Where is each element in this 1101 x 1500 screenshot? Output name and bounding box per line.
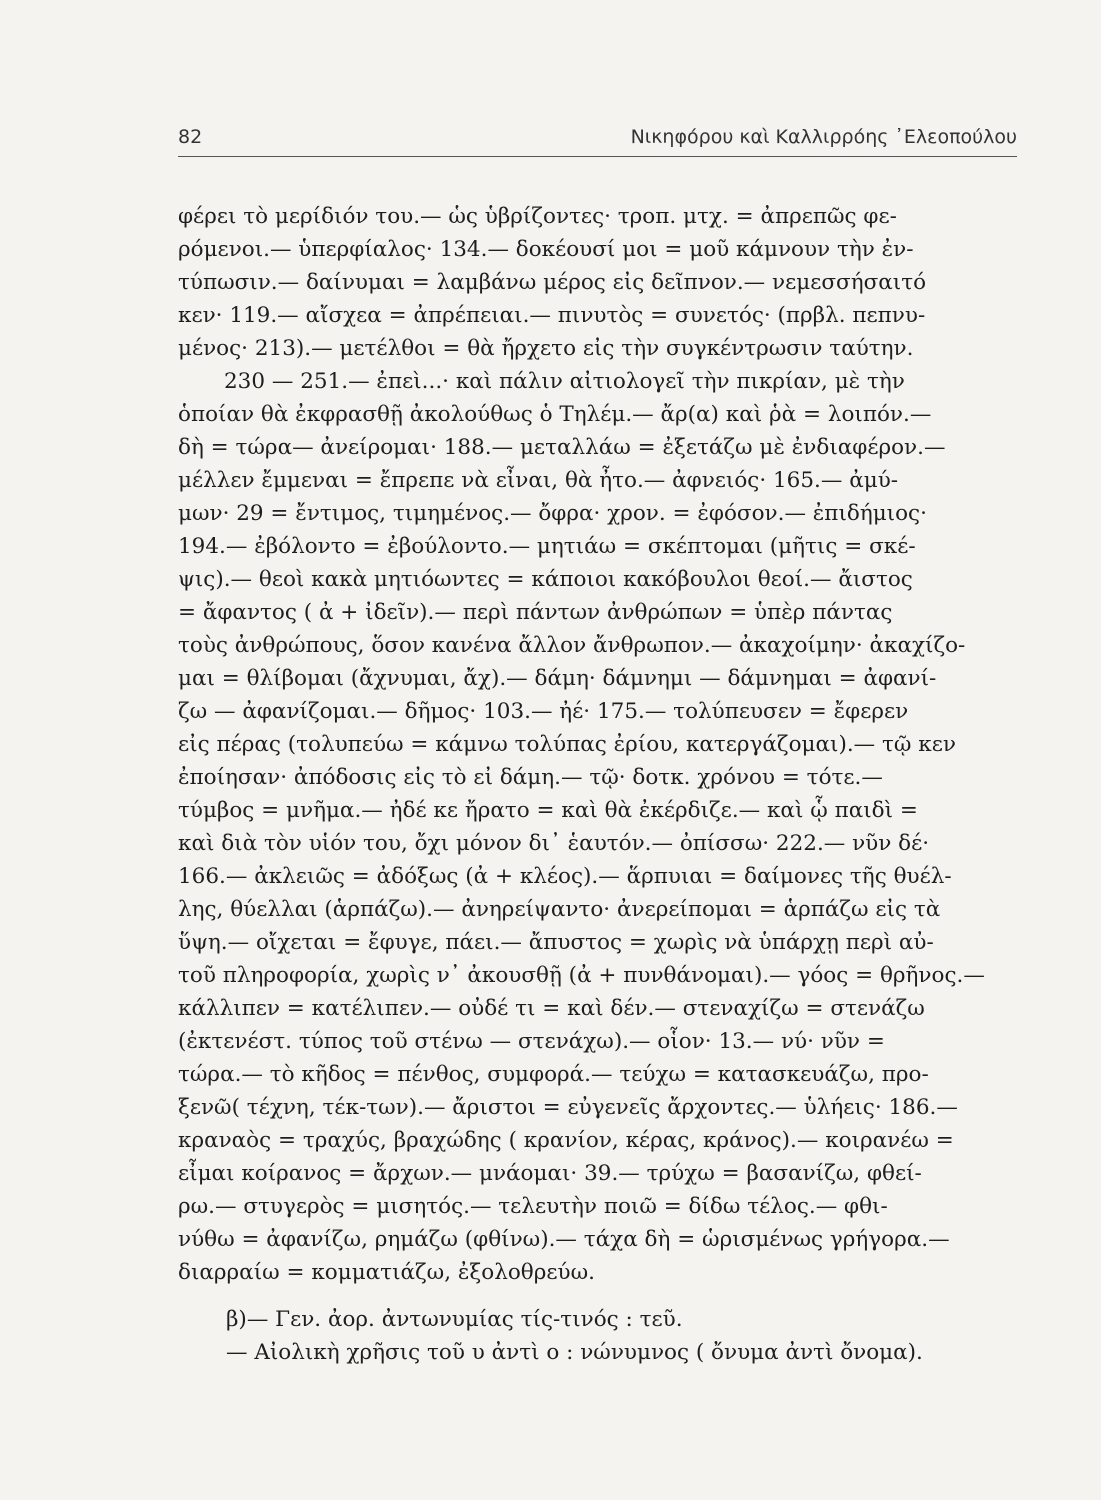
text-line: κραναὸς = τραχύς, βραχώδης ( κρανίον, κέρας, κράνος).— κοιρανέω = (178, 1128, 954, 1153)
text-line: 230 — 251.— ἐπεὶ...· καὶ πάλιν αἰτιολογεῖ τὴν πικρίαν, μὲ τὴν (224, 369, 905, 394)
text-line: ζω — ἀφανίζομαι.— δῆμος· 103.— ἠέ· 175.— τολύπευσεν = ἔφερεν (178, 699, 909, 724)
text-line: μέλλεν ἔμμεναι = ἔπρεπε νὰ εἶναι, θὰ ἦτο.— ἀφνειός· 165.— ἀμύ- (178, 468, 899, 493)
page-number: 82 (178, 126, 203, 148)
text-line: ὕψη.— οἴχεται = ἔφυγε, πάει.— ἄπυστος = χωρὶς νὰ ὑπάρχῃ περὶ αὐ- (178, 930, 934, 955)
text-line: εἰς πέρας (τολυπεύω = κάμνω τολύπας ἐρίου, κατεργάζομαι).— τῷ κεν (178, 732, 956, 757)
text-line: δὴ = τώρα— ἀνείρομαι· 188.— μεταλλάω = ἐξετάζω μὲ ἐνδιαφέρον.— (178, 435, 946, 460)
running-title: Νικηφόρου καὶ Καλλιρρόης ᾿Ελεοπούλου (630, 126, 1017, 148)
text-line: λης, θύελλαι (ἁρπάζω).— ἀνηρείψαντο· ἀνερείπομαι = ἁρπάζω εἰς τὰ (178, 897, 941, 922)
text-line: νύθω = ἀφανίζω, ρημάζω (φθίνω).— τάχα δὴ = ὡρισμένως γρήγορα.— (178, 1227, 950, 1252)
text-line: διαρραίω = κομματιάζω, ἐξολοθρεύω. (178, 1260, 595, 1285)
text-line: φέρει τὸ μερίδιόν του.— ὡς ὑβρίζοντες· τροπ. μτχ. = ἀπρεπῶς φε- (178, 204, 897, 229)
text-line: ἐποίησαν· ἀπόδοσις εἰς τὸ εἰ δάμη.— τῷ· δοτκ. χρόνου = τότε.— (178, 765, 883, 790)
text-line: μαι = θλίβομαι (ἄχνυμαι, ἄχ).— δάμη· δάμνημι — δάμνημαι = ἀφανί- (178, 666, 937, 691)
text-line: = ἄφαντος ( ἀ + ἰδεῖν).— περὶ πάντων ἀνθρώπων = ὑπὲρ πάντας (178, 600, 893, 625)
text-line: τοῦ πληροφορία, χωρὶς ν᾿ ἀκουσθῇ (ἀ + πυνθάνομαι).— γόος = θρῆνος.— (178, 963, 985, 988)
text-line: εἶμαι κοίρανος = ἄρχων.— μνάομαι· 39.— τρύχω = βασανίζω, φθεί- (178, 1161, 922, 1186)
text-line: 194.— ἐβόλοντο = ἐβούλοντο.— μητιάω = σκέπτομαι (μῆτις = σκέ- (178, 534, 916, 559)
text-line: κεν· 119.— αἴσχεα = ἀπρέπειαι.— πινυτὸς = συνετός· (πρβλ. πεπνυ- (178, 303, 926, 328)
text-line: (ἐκτενέστ. τύπος τοῦ στένω — στενάχω).— οἷον· 13.— νύ· νῦν = (178, 1029, 885, 1054)
text-line: ψις).— θεοὶ κακὰ μητιόωντες = κάποιοι κακόβουλοι θεοί.— ἄιστος (178, 567, 913, 592)
text-line: τύμβος = μνῆμα.— ἠδέ κε ἤρατο = καὶ θὰ ἐκέρδιζε.— καὶ ᾧ παιδὶ = (178, 798, 918, 823)
note-line-beta: β)— Γεν. ἀορ. ἀντωνυμίας τίς-τινός : τεῦ. (226, 1307, 683, 1332)
text-line: 166.— ἀκλειῶς = ἀδόξως (ἀ + κλέος).— ἅρπυιαι = δαίμονες τῆς θυέλ- (178, 864, 952, 889)
note-line-aeolic: — Αἰολικὴ χρῆσις τοῦ υ ἀντὶ ο : νώνυμνος ( ὄνυμα ἀντὶ ὄνομα). (226, 1340, 923, 1365)
text-line: ρόμενοι.— ὑπερφίαλος· 134.— δοκέουσί μοι = μοῦ κάμνουν τὴν ἐν- (178, 237, 914, 262)
text-line: ρω.— στυγερὸς = μισητός.— τελευτὴν ποιῶ = δίδω τέλος.— φθι- (178, 1194, 888, 1219)
text-line: κάλλιπεν = κατέλιπεν.— οὐδέ τι = καὶ δέν.— στεναχίζω = στενάζω (178, 996, 925, 1021)
text-line: τύπωσιν.— δαίνυμαι = λαμβάνω μέρος εἰς δεῖπνον.— νεμεσσήσαιτό (178, 270, 927, 295)
text-line: καὶ διὰ τὸν υἱόν του, ὄχι μόνον δι᾿ ἑαυτόν.— ὀπίσσω· 222.— νῦν δέ· (178, 831, 930, 856)
glossary-text (178, 200, 1017, 1369)
text-line: μων· 29 = ἔντιμος, τιμημένος.— ὄφρα· χρον. = ἐφόσον.— ἐπιδήμιος· (178, 501, 927, 526)
text-line: ὁποίαν θὰ ἐκφρασθῇ ἀκολούθως ὁ Τηλέμ.— ἄρ(α) καὶ ῥὰ = λοιπόν.— (178, 402, 932, 427)
text-line: ξενῶ( τέχνη, τέκ-των).— ἄριστοι = εὐγενεῖς ἄρχοντες.— ὑλήεις· 186.— (178, 1095, 958, 1120)
text-line: μένος· 213).— μετέλθοι = θὰ ἤρχετο εἰς τὴν συγκέντρωσιν ταύτην. (178, 336, 914, 361)
page-header (178, 126, 1017, 157)
text-line: τοὺς ἀνθρώπους, ὅσον κανένα ἄλλον ἄνθρωπον.— ἀκαχοίμην· ἀκαχίζο- (178, 633, 966, 658)
text-line: τώρα.— τὸ κῆδος = πένθος, συμφορά.— τεύχω = κατασκευάζω, προ- (178, 1062, 929, 1087)
